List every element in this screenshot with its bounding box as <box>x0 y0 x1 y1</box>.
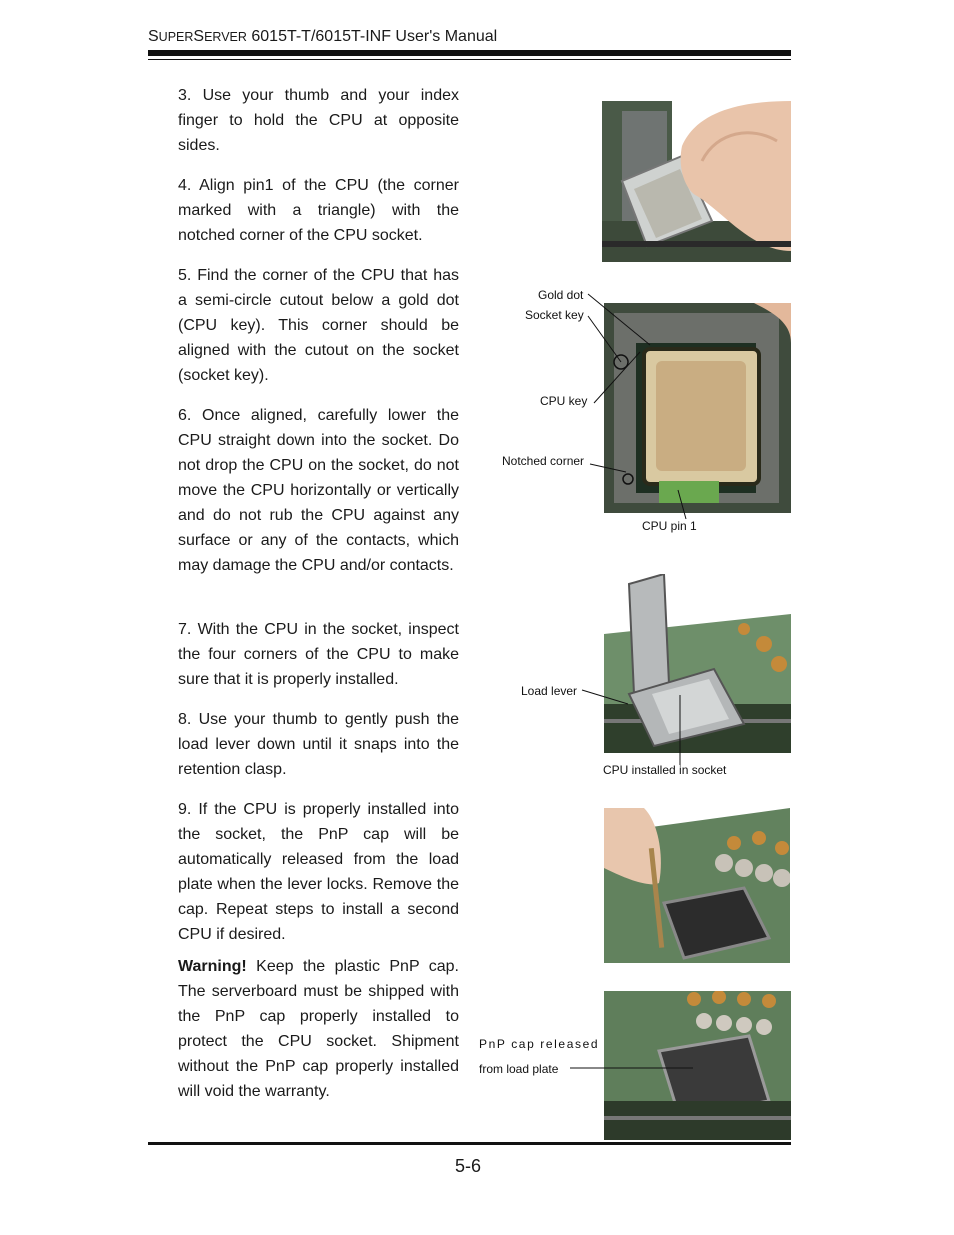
page-number: 5-6 <box>455 1156 482 1176</box>
header-title-s1-small: UPER <box>158 30 194 44</box>
step-3: 3. Use your thumb and your index finger to hold the CPU at opposite sides. <box>178 87 459 154</box>
step-8: 8. Use your thumb to gently push the load lever down until it snaps into the retention clasp. <box>178 711 459 778</box>
step-5: 5. Find the corner of the CPU that has a semi-circle cutout below a gold dot (CPU key). This corner should be aligned with the cutout on the socket (socket key). <box>178 267 459 384</box>
label-socket-key: Socket key <box>525 308 584 322</box>
label-cpu-installed: CPU installed in socket <box>603 763 727 777</box>
step-6: 6. Once aligned, carefully lower the CPU straight down into the socket. Do not drop the CPU on the socket, do not move the CPU horizontally or vertically and do not rub the CPU against any surface or any of the contacts, which may damage the CPU and/or contacts. <box>178 407 459 574</box>
label-pnp-cap-line2: from load plate <box>479 1062 559 1076</box>
header-title-s1: S <box>148 28 159 45</box>
header-title-s2: S <box>193 28 205 45</box>
label-pnp-cap-line1: PnP cap released <box>479 1037 600 1051</box>
step-7: 7. With the CPU in the socket, inspect the four corners of the CPU to make sure that it is properly installed. <box>178 621 459 688</box>
warning-text: Keep the plastic PnP cap. The serverboard must be shipped with the PnP cap properly installed to protect the CPU socket. Shipment without the PnP cap properly installed will void the warranty. <box>178 958 459 1100</box>
label-cpu-key: CPU key <box>540 394 588 408</box>
footer-rule <box>148 1142 791 1145</box>
label-notched-corner: Notched corner <box>502 454 585 468</box>
label-load-lever: Load lever <box>521 684 578 698</box>
step-9: 9. If the CPU is properly installed into the socket, the PnP cap will be automatically released from the load plate when the lever locks. Remove the cap. Repeat steps to install a second CPU if desired. <box>178 801 459 943</box>
step-4: 4. Align pin1 of the CPU (the corner marked with a triangle) with the notched corner of the CPU socket. <box>178 177 459 244</box>
label-cpu-pin1: CPU pin 1 <box>642 519 697 533</box>
label-gold-dot: Gold dot <box>538 288 584 302</box>
header-title-s2-small: ERVER <box>204 30 247 44</box>
warning-label: Warning! <box>178 958 247 975</box>
header-title-rest: 6015T-T/6015T-INF User's Manual <box>246 28 498 45</box>
